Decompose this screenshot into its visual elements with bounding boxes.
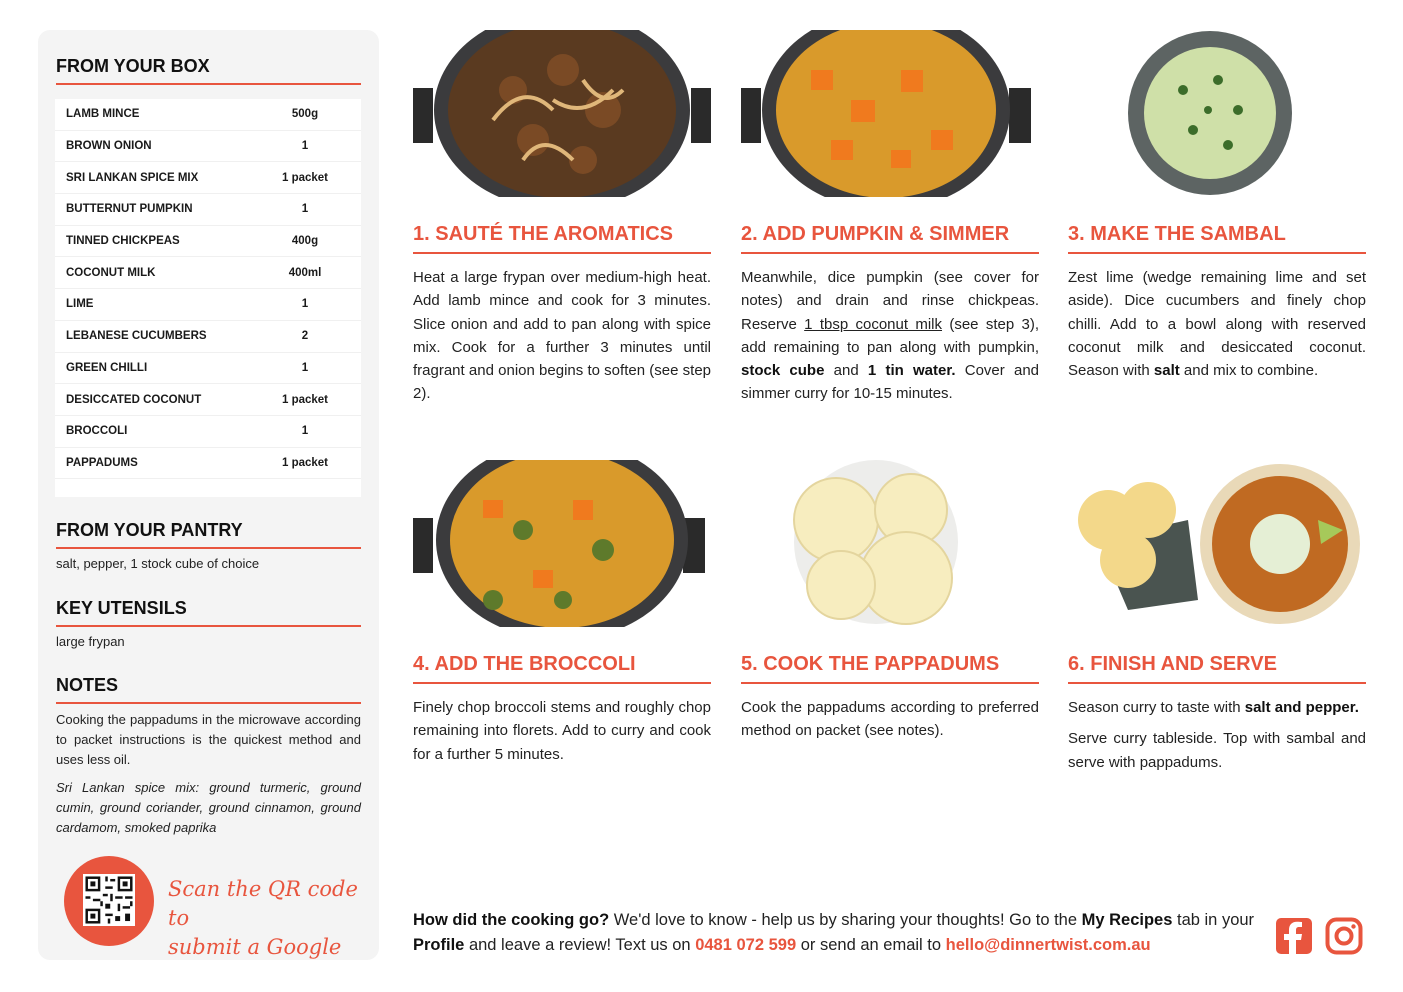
step-body [1068,696,1366,782]
step-text-segment: stock cube [741,362,825,380]
ingredient-name: TINNED CHICKPEAS [66,235,180,248]
ingredient-name: BUTTERNUT PUMPKIN [66,203,193,216]
step-text-segment: Season curry to taste with [1068,699,1245,716]
ingredient-name: LEBANESE CUCUMBERS [66,330,207,343]
step-text-segment: Cook the pappadums according to preferred method on packet (see notes). [741,699,1039,740]
step-paragraph [1068,727,1366,774]
ingredients-table [55,99,361,497]
step-text-segment: Cover and simmer curry for 10-15 minutes. [741,362,1040,403]
instagram-icon[interactable] [1325,917,1363,955]
ingredient-qty: 1 packet [281,393,329,406]
qr-caption [168,875,358,962]
ingredient-row [55,226,361,258]
ingredient-row [55,289,361,321]
ingredient-name: BROCCOLI [66,425,128,438]
ingredient-qty: 2 [301,330,309,343]
ingredient-qty: 500g [291,108,319,121]
my-recipes-link[interactable]: My Recipes [1081,911,1173,929]
ingredient-qty: 1 [301,298,309,311]
ingredient-qty: 1 [301,203,309,216]
step-paragraph [1068,266,1366,382]
step-title: 1. SAUTÉ THE AROMATICS [413,223,711,254]
ingredient-name: BROWN ONION [66,140,152,153]
ingredient-row [55,162,361,194]
utensils-text: large frypan [56,634,125,649]
step-body [413,266,711,414]
notes-text: Cooking the pappadums in the microwave according to packet instructions is the quickest method and uses less oil. [56,712,361,767]
ingredient-row [55,99,361,131]
step-3-photo [1068,30,1366,197]
step-body [741,696,1039,751]
step-paragraph [741,266,1039,406]
ingredient-row [55,353,361,385]
pantry-text: salt, pepper, 1 stock cube of choice [56,556,260,571]
ingredient-row [55,257,361,289]
key-utensils-heading: KEY UTENSILS [56,598,361,627]
qr-caption-line2: submit a Google [168,935,342,959]
ingredient-row [55,321,361,353]
footer-text-3: and leave a review! Text us on [464,936,696,954]
qr-badge[interactable] [64,856,154,946]
from-your-pantry-heading: FROM YOUR PANTRY [56,520,361,549]
phone-number-link[interactable]: 0481 072 599 [695,936,797,954]
step-text-segment: 1 tin water. [867,362,956,380]
email-link[interactable]: hello@dinnertwist.com.au [945,936,1151,954]
ingredient-qty: 1 [301,140,309,153]
ingredient-row [55,131,361,163]
step-title: 4. ADD THE BROCCOLI [413,653,711,684]
step-paragraph [1068,696,1366,719]
step-text-segment: and [824,362,868,380]
ingredient-name: PAPPADUMS [66,456,138,469]
step-text-segment: Meanwhile, dice pumpkin (see cover for notes) and drain and rinse chickpeas. Reserve [741,269,1039,333]
spice-mix-note: Sri Lankan spice mix: ground turmeric, ground cumin, ground coriander, ground cinnamon, ground cardamom, smoked paprika [56,780,361,835]
footer-text-4: or send an email to [796,936,946,954]
ingredient-qty: 400g [291,235,319,248]
profile-link[interactable]: Profile [413,936,465,954]
ingredients-sidebar [38,30,379,960]
step-body [413,696,711,774]
ingredient-name: COCONUT MILK [66,266,156,279]
qr-code-icon[interactable] [83,874,135,926]
ingredient-name: LIME [66,298,94,311]
step-6-photo [1068,460,1366,627]
ingredient-qty: 1 packet [281,456,329,469]
ingredient-row [55,384,361,416]
step-text-segment: and mix to combine. [1179,362,1319,380]
ingredient-qty: 1 [301,425,309,438]
step-paragraph [413,696,711,766]
feedback-footer [413,908,1263,958]
ingredient-qty: 1 packet [281,171,329,184]
step-4-photo [413,460,711,627]
step-text-segment: (see step 3), add remaining to pan along with pumpkin, [741,315,1039,356]
step-paragraph [413,266,711,406]
step-text-segment: Zest lime (wedge remaining lime and set aside). Dice cucumbers and finely chop chilli. Add to a bowl along with reserved coconut milk and desiccated coconut. Season with [1068,269,1366,380]
facebook-icon[interactable] [1275,917,1313,955]
ingredient-name: LAMB MINCE [66,108,140,121]
ingredient-row [55,416,361,448]
step-paragraph [741,696,1039,743]
step-title: 3. MAKE THE SAMBAL [1068,223,1366,254]
from-your-box-heading: FROM YOUR BOX [56,56,361,85]
footer-text-1: We'd love to know - help us by sharing your thoughts! Go to the [609,911,1082,929]
step-1-photo [413,30,711,197]
ingredient-qty: 400ml [288,266,322,279]
step-text-segment: Serve curry tableside. Top with sambal and serve with pappadums. [1068,730,1366,771]
ingredient-qty: 1 [301,361,309,374]
ingredient-row [55,194,361,226]
step-title: 2. ADD PUMPKIN & SIMMER [741,223,1039,254]
step-text-segment: Finely chop broccoli stems and roughly chop remaining into florets. Add to curry and cook for a further 5 minutes. [413,699,711,763]
notes-heading: NOTES [56,675,361,704]
step-title: 5. COOK THE PAPPADUMS [741,653,1039,684]
notes-block [56,710,361,838]
ingredient-name: DESICCATED COCONUT [66,393,202,406]
ingredient-row [55,448,361,480]
ingredient-name: GREEN CHILLI [66,361,148,374]
step-title: 6. FINISH AND SERVE [1068,653,1366,684]
step-body [741,266,1039,414]
footer-text-2: tab in your [1172,911,1255,929]
step-text-segment: 1 tbsp coconut milk [804,315,943,333]
step-5-photo [741,460,1039,627]
step-text-segment: salt [1153,362,1180,380]
step-body [1068,266,1366,390]
step-text-segment: Heat a large frypan over medium-high heat. Add lamb mince and cook for 3 minutes. Slice onion and add to pan along with spice mix. Cook for a further 3 minutes until fragrant and onion begins to soften (see step 2). [413,269,711,403]
step-2-photo [741,30,1039,197]
step-text-segment: salt and pepper. [1244,699,1359,716]
ingredient-name: SRI LANKAN SPICE MIX [66,171,199,184]
qr-caption-line1: Scan the QR code to [168,877,358,930]
footer-question: How did the cooking go? [413,911,610,929]
